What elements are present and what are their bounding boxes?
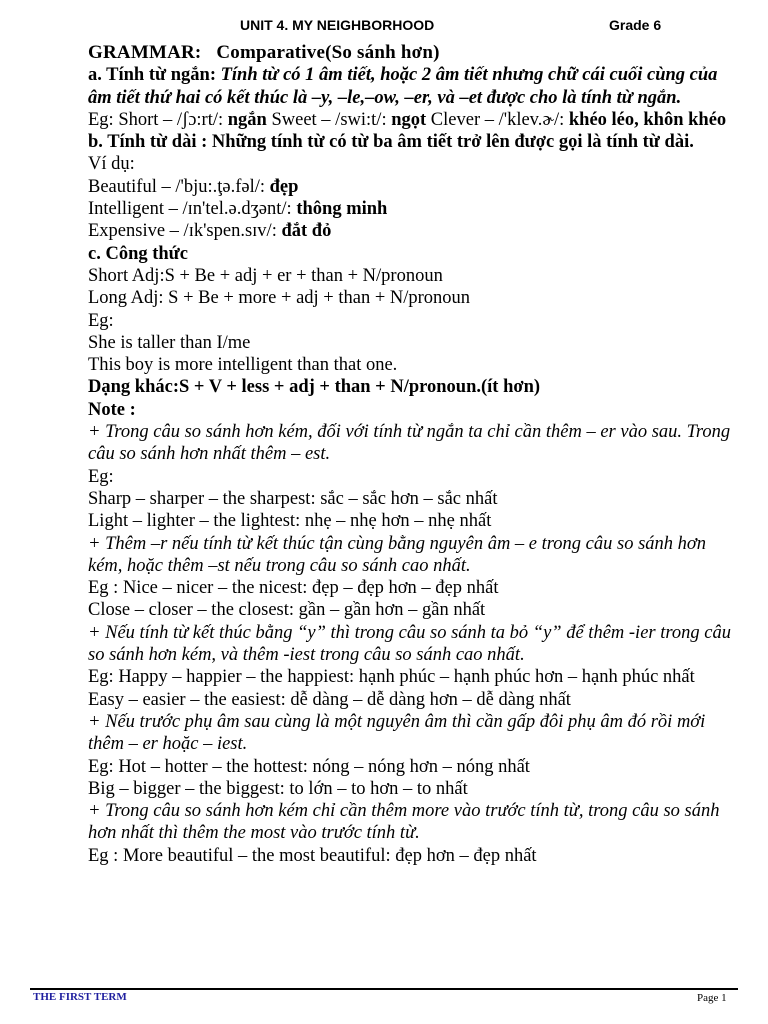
example-sentence: She is taller than I/me: [88, 332, 251, 353]
formula-other: Dạng khác:S + V + less + adj + than + N/pronoun.(ít hơn): [88, 377, 541, 398]
grade-label: Grade 6: [609, 17, 662, 33]
rule-text: + Trong câu so sánh hơn kém chỉ cần thêm more vào trước tính từ, trong câu so sánh hơn nhất thì thêm the most vào trước tính từ.: [88, 801, 720, 844]
example-meaning: đắt đỏ: [281, 221, 332, 242]
example-beautiful: [88, 176, 738, 198]
eg-sweet-meaning: ngọt: [391, 109, 427, 130]
rule-text: + Trong câu so sánh hơn kém, đối với tính từ ngắn ta chỉ cần thêm – er vào sau. Trong câu so sánh hơn nhất thêm – est.: [88, 422, 731, 465]
example-line: Light – lighter – the lightest: nhẹ – nhẹ hơn – nhẹ nhất: [88, 511, 492, 532]
section-c-heading: c. Công thức: [88, 243, 188, 264]
example-line: Eg: Hot – hotter – the hottest: nóng – nóng hơn – nóng nhất: [88, 756, 530, 777]
example-line: Eg : Nice – nicer – the nicest: đẹp – đẹp hơn – đẹp nhất: [88, 578, 499, 599]
section-b-heading: b. Tính từ dài : Những tính từ có từ ba âm tiết trở lên được gọi là tính từ dài.: [88, 132, 694, 153]
example-line: Big – bigger – the biggest: to lớn – to hơn – to nhất: [88, 778, 468, 799]
eg-label: Eg:: [88, 466, 114, 487]
grammar-title: [88, 42, 738, 64]
example-meaning: đẹp: [269, 176, 299, 197]
grammar-topic: Comparative(So sánh hơn): [216, 42, 440, 63]
eg-clever-meaning: khéo léo, khôn khéo: [568, 109, 727, 130]
example-word: Beautiful – /'bju:.ţə.fəl/:: [88, 176, 270, 197]
page-number: Page 1: [697, 992, 727, 1004]
grammar-label: GRAMMAR:: [88, 42, 202, 63]
example-line: Close – closer – the closest: gần – gần hơn – gần nhất: [88, 600, 486, 621]
example-word: Expensive – /ɪk'spen.sɪv/:: [88, 221, 282, 242]
footer-divider: [30, 988, 738, 990]
example-meaning: thông minh: [296, 199, 388, 220]
eg-sweet: Sweet – /swi:t/:: [266, 109, 392, 130]
eg-short-meaning: ngắn: [227, 109, 267, 130]
example-line: Eg : More beautiful – the most beautiful: đẹp hơn – đẹp nhất: [88, 845, 537, 866]
eg-short: Eg: Short – /ʃɔ:rt/:: [88, 109, 228, 130]
rule-text: + Thêm –r nếu tính từ kết thúc tận cùng bằng nguyên âm – e trong câu so sánh hơn kém, hoặc thêm –st nếu trong câu so sánh cao nhất.: [88, 533, 707, 576]
section-a-definition: [88, 64, 738, 109]
footer-term: THE FIRST TERM: [33, 991, 127, 1003]
note-label: Note :: [88, 399, 136, 420]
vidu-label: Ví dụ:: [88, 154, 135, 175]
example-sentence: This boy is more intelligent than that one.: [88, 355, 398, 376]
page-header: [0, 17, 768, 37]
example-intelligent: [88, 198, 738, 220]
eg-clever: Clever – /'klev.ɚ/:: [426, 109, 569, 130]
eg-label: Eg:: [88, 310, 114, 331]
example-expensive: [88, 220, 738, 242]
section-a-heading: a. Tính từ ngắn:: [88, 65, 216, 86]
example-line: Eg: Happy – happier – the happiest: hạnh phúc – hạnh phúc hơn – hạnh phúc nhất: [88, 667, 695, 688]
rule-text: + Nếu trước phụ âm sau cùng là một nguyên âm thì cần gấp đôi phụ âm đó rồi mới thêm – er hoặc – iest.: [88, 711, 706, 755]
formula-long-adj: Long Adj: S + Be + more + adj + than + N/pronoun: [88, 288, 471, 309]
formula-short-adj: Short Adj:S + Be + adj + er + than + N/pronoun: [88, 265, 443, 286]
unit-title: UNIT 4. MY NEIGHBORHOOD: [240, 17, 435, 33]
example-line: Easy – easier – the easiest: dễ dàng – dễ dàng hơn – dễ dàng nhất: [88, 689, 571, 710]
document-body: [88, 42, 738, 867]
section-a-examples: [88, 109, 738, 131]
example-line: Sharp – sharper – the sharpest: sắc – sắc hơn – sắc nhất: [88, 488, 498, 509]
rule-text: + Nếu tính từ kết thúc bằng “y” thì trong câu so sánh ta bỏ “y” để thêm -ier trong câu so sánh hơn kém, và thêm -iest trong câu so sánh cao nhất.: [88, 622, 731, 666]
example-word: Intelligent – /ɪn'tel.ə.dʒənt/:: [88, 199, 297, 220]
section-a-text: Tính từ có 1 âm tiết, hoặc 2 âm tiết nhưng chữ cái cuối cùng của âm tiết thứ hai có kết thúc là –y, –le,–ow, –er, và –et được cho là tính từ ngắn.: [88, 65, 718, 108]
